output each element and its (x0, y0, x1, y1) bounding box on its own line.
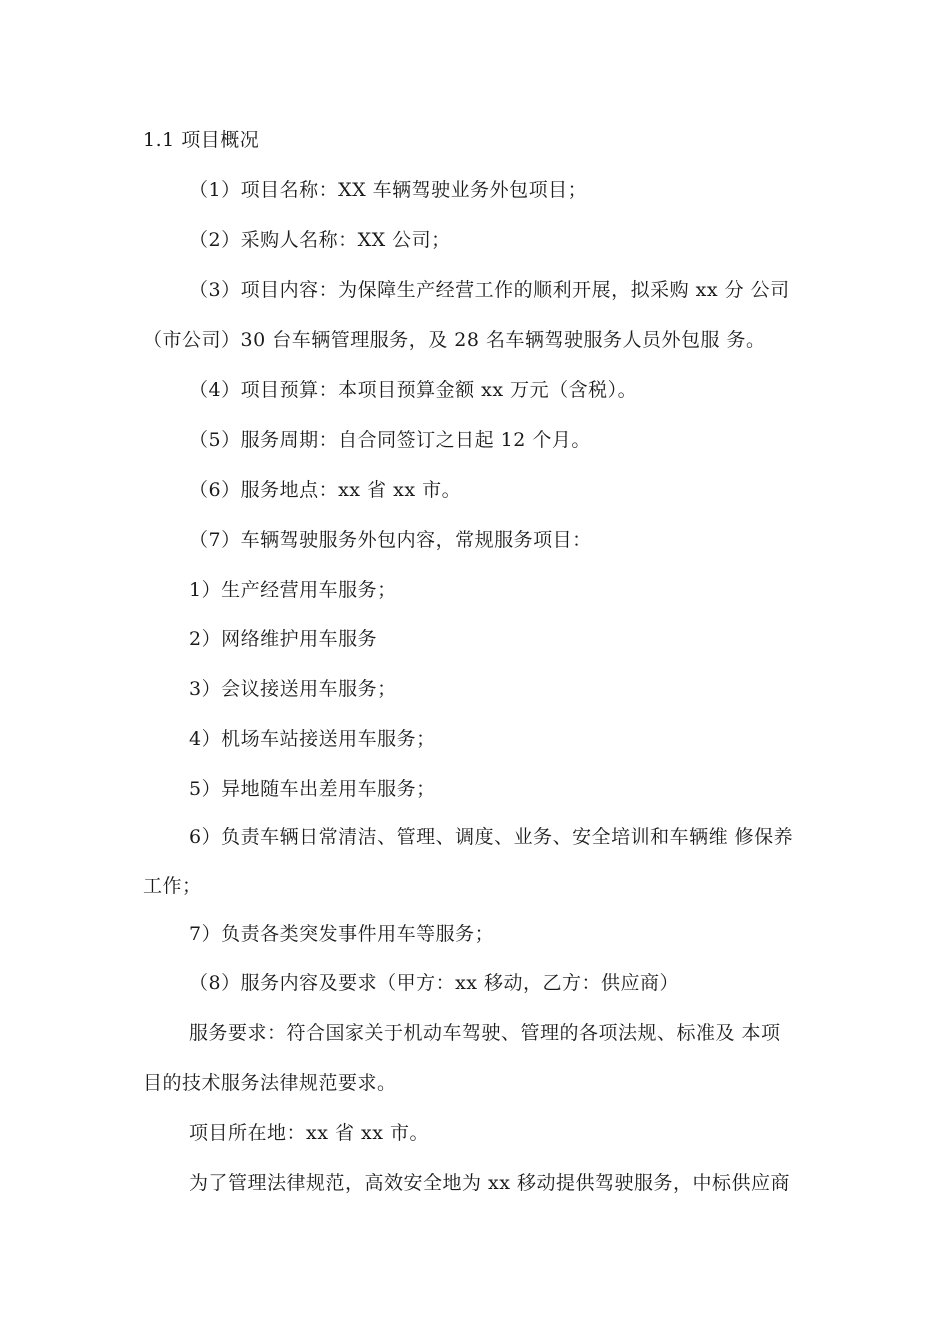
paragraph-line: 工作； (143, 875, 202, 897)
paragraph-line: （市公司）30 台车辆管理服务，及 28 名车辆驾驶服务人员外包服 务。 (143, 329, 766, 351)
list-item: 2）网络维护用车服务 (189, 628, 378, 650)
paragraph-line: 项目所在地：xx 省 xx 市。 (189, 1122, 429, 1144)
paragraph-line: 服务要求：符合国家关于机动车驾驶、管理的各项法规、标准及 本项 (189, 1022, 781, 1044)
paragraph-line: （3）项目内容：为保障生产经营工作的顺利开展，拟采购 xx 分 公司 (189, 279, 790, 301)
paragraph-line: （5）服务周期：自合同签订之日起 12 个月。 (189, 429, 591, 451)
section-heading: 1.1 项目概况 (143, 129, 260, 151)
paragraph-line: 目的技术服务法律规范要求。 (143, 1072, 397, 1094)
paragraph-line: （1）项目名称：XX 车辆驾驶业务外包项目； (189, 179, 588, 201)
paragraph-line: （2）采购人名称：XX 公司； (189, 229, 451, 251)
list-item: 6）负责车辆日常清洁、管理、调度、业务、安全培训和车辆维 修保养 (189, 826, 794, 848)
paragraph-line: （6）服务地点：xx 省 xx 市。 (189, 479, 462, 501)
list-item: 3）会议接送用车服务； (189, 678, 397, 700)
list-item: 5）异地随车出差用车服务； (189, 778, 436, 800)
list-item: 4）机场车站接送用车服务； (189, 728, 436, 750)
paragraph-line: 为了管理法律规范，高效安全地为 xx 移动提供驾驶服务，中标供应商 (189, 1172, 791, 1194)
paragraph-line: （4）项目预算：本项目预算金额 xx 万元（含税）。 (189, 379, 638, 401)
list-item: 7）负责各类突发事件用车等服务； (189, 923, 495, 945)
list-item: 1）生产经营用车服务； (189, 579, 397, 601)
paragraph-line: （7）车辆驾驶服务外包内容，常规服务项目： (189, 529, 592, 551)
paragraph-line: （8）服务内容及要求（甲方：xx 移动，乙方：供应商） (189, 972, 680, 994)
